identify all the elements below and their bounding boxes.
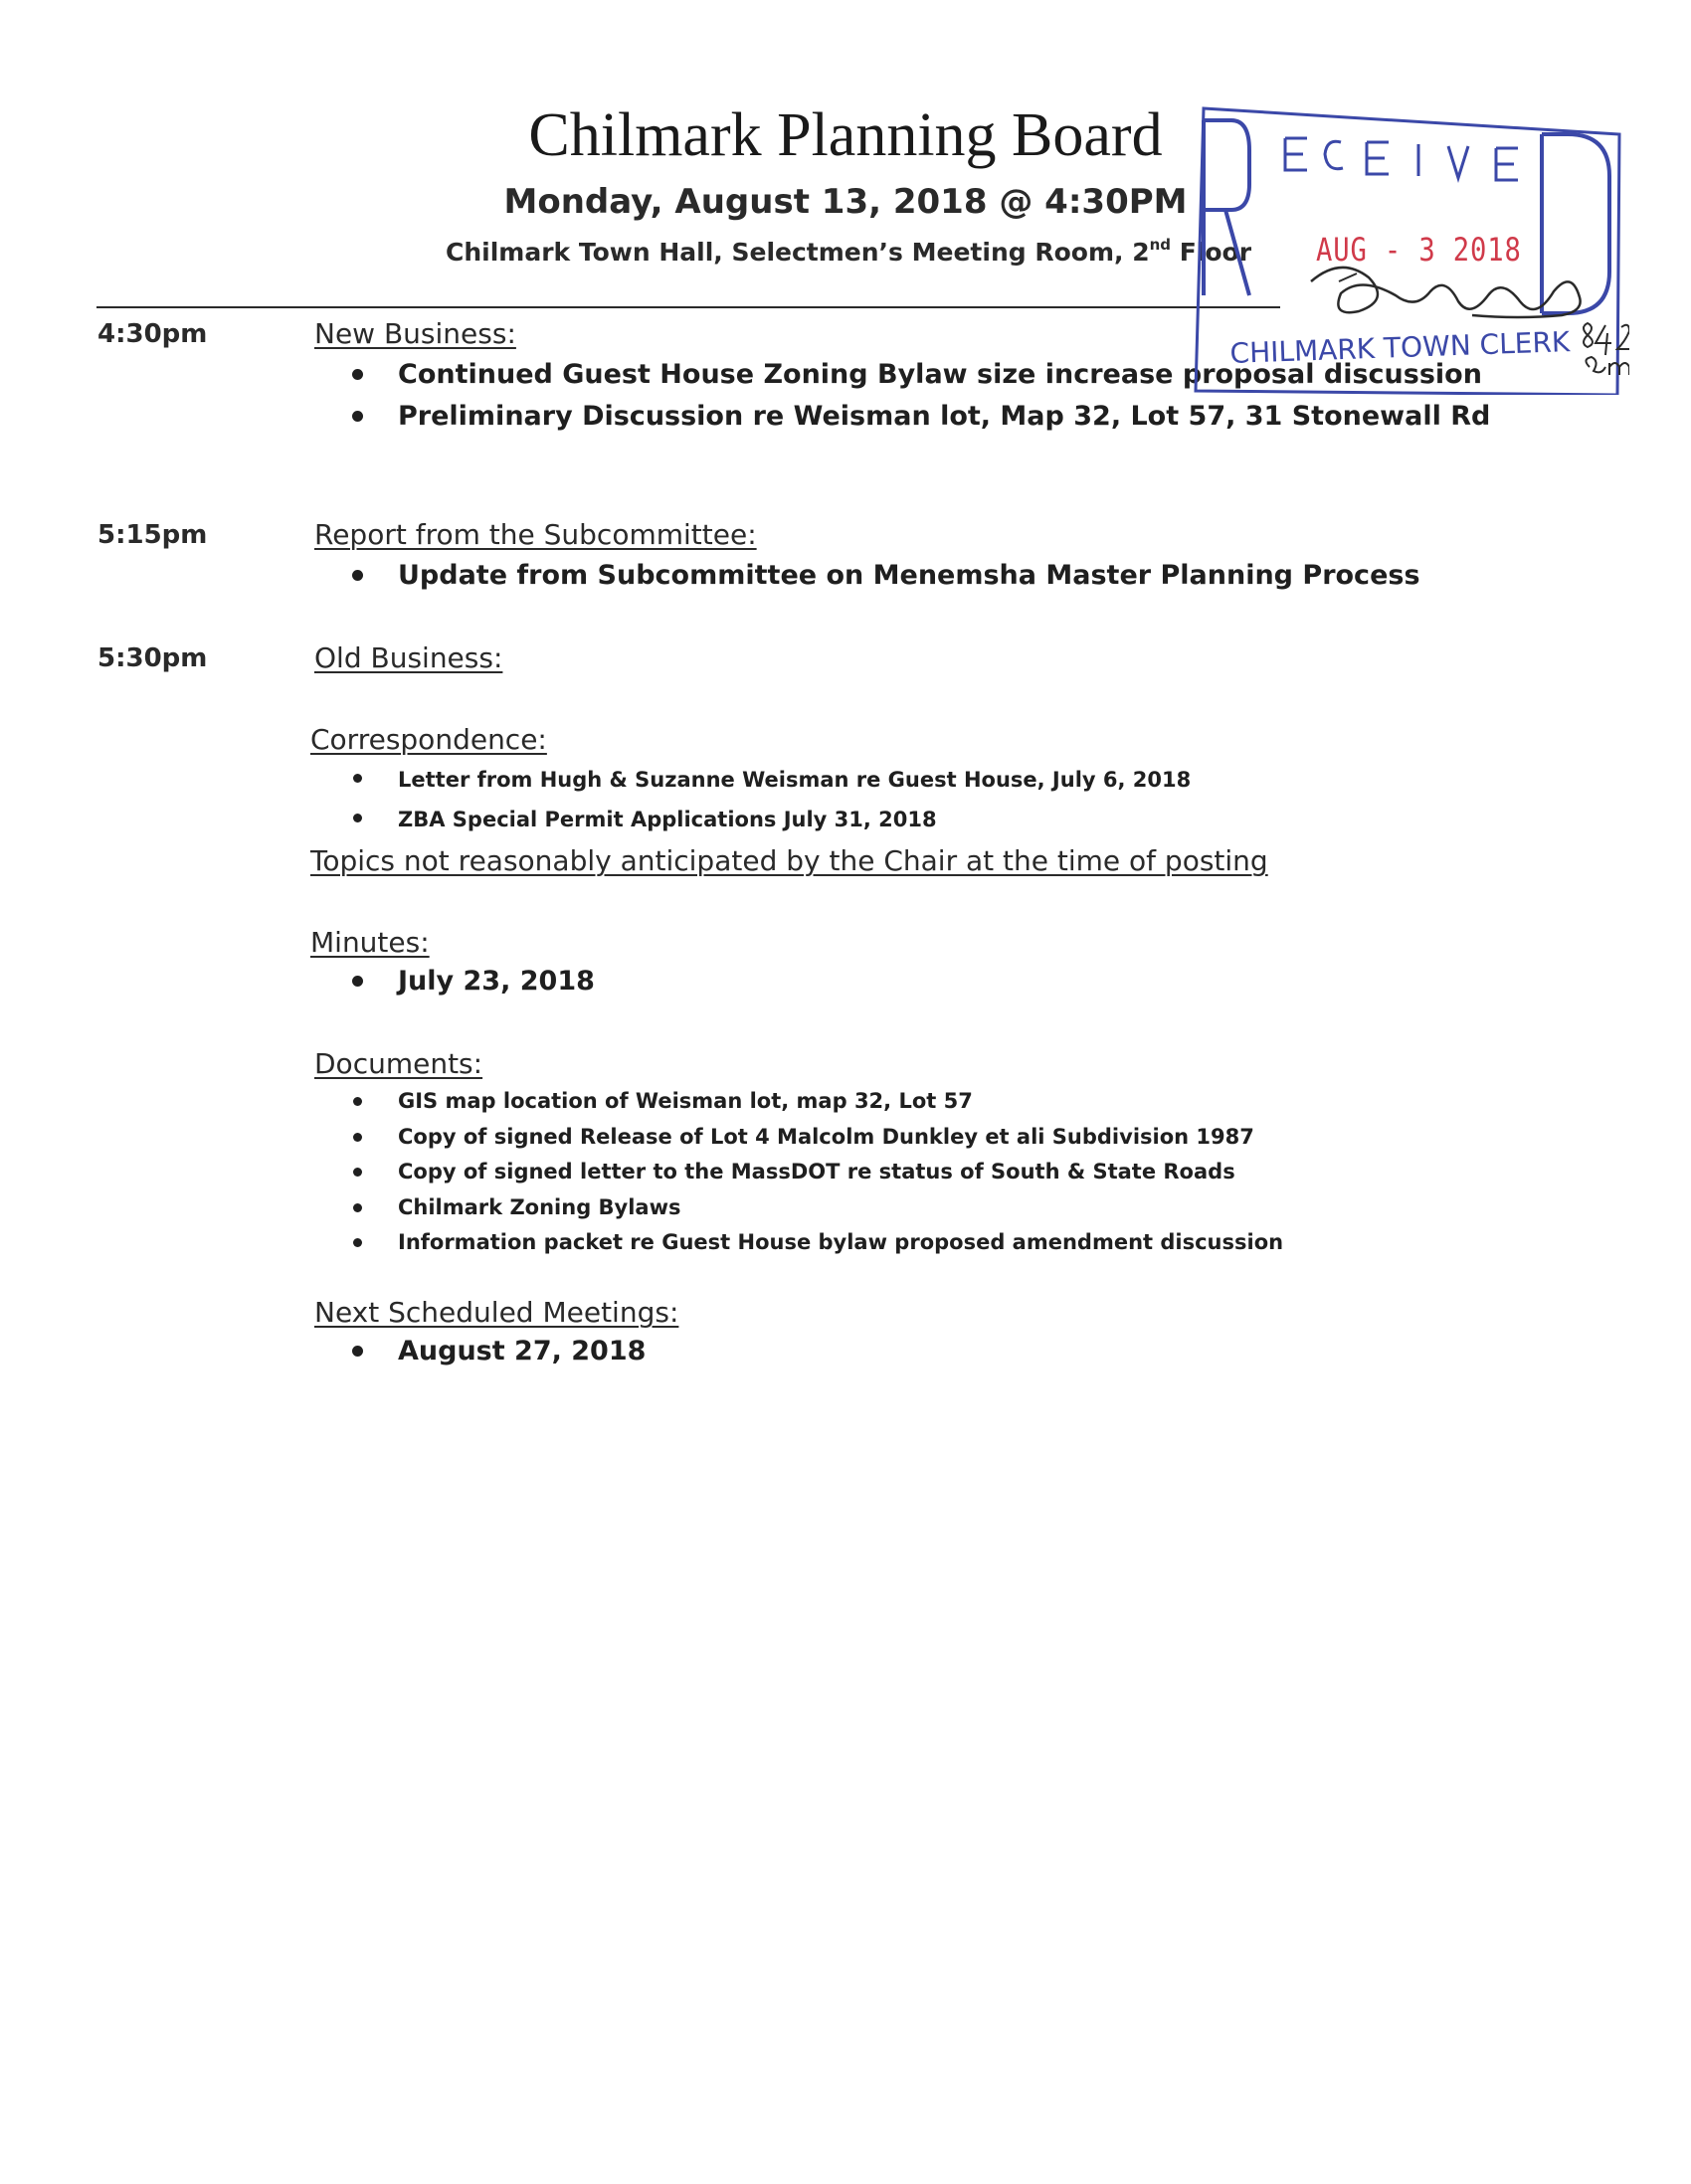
list-item-text: ZBA Special Permit Applications July 31, 2018 <box>398 808 937 831</box>
list-item-text: Information packet re Guest House bylaw proposed amendment discussion <box>398 1230 1284 1254</box>
list-item-text: Continued Guest House Zoning Bylaw size increase proposal discussion <box>398 359 1482 390</box>
list-item-text: Chilmark Zoning Bylaws <box>398 1194 681 1219</box>
list-item <box>348 1155 1283 1190</box>
bullet-icon <box>353 1238 362 1247</box>
bullet-icon <box>352 369 363 380</box>
bullet-icon <box>352 1346 363 1357</box>
bullet-icon <box>352 570 363 581</box>
section-heading: Documents: <box>314 1047 483 1080</box>
section-heading: Report from the Subcommittee: <box>314 518 757 551</box>
bullet-icon <box>353 1203 362 1212</box>
bullet-icon <box>353 774 362 783</box>
list-item <box>348 1084 1283 1120</box>
list-item-text: Letter from Hugh & Suzanne Weisman re Guest House, July 6, 2018 <box>398 768 1192 792</box>
section-heading: Minutes: <box>310 926 430 959</box>
bullet-icon <box>353 1097 362 1106</box>
location-ordinal: nd <box>1149 235 1172 254</box>
section-time: 5:30pm <box>97 643 208 673</box>
location-text: Chilmark Town Hall, Selectmen’s Meeting Room, 2 <box>446 238 1150 267</box>
meeting-datetime: Monday, August 13, 2018 @ 4:30PM <box>503 182 1188 222</box>
section-time: 4:30pm <box>97 319 208 349</box>
header-divider <box>96 306 1280 308</box>
subcommittee-list <box>348 555 1420 597</box>
list-item <box>348 1225 1283 1261</box>
list-item <box>348 762 1191 802</box>
correspondence-list <box>348 762 1191 837</box>
section-heading: New Business: <box>314 317 516 350</box>
documents-list <box>348 1084 1283 1261</box>
list-item-text: GIS map location of Weisman lot, map 32, Lot 57 <box>398 1089 973 1113</box>
bullet-icon <box>352 411 363 422</box>
stamp-clerk: CHILMARK TOWN CLERK <box>1229 325 1571 370</box>
list-item <box>348 961 595 1002</box>
list-item-text: Preliminary Discussion re Weisman lot, Map 32, Lot 57, 31 Stonewall Rd <box>398 401 1491 432</box>
list-item <box>348 802 1191 837</box>
location-floor: Floor <box>1171 238 1252 267</box>
list-item-text: Copy of signed Release of Lot 4 Malcolm Dunkley et ali Subdivision 1987 <box>398 1124 1254 1149</box>
bullet-icon <box>353 814 362 822</box>
bullet-icon <box>352 976 363 987</box>
list-item <box>348 1190 1283 1226</box>
topics-note: Topics not reasonably anticipated by the Chair at the time of posting <box>310 844 1268 877</box>
section-heading: Correspondence: <box>310 723 547 756</box>
meeting-location <box>446 235 1252 271</box>
next-meetings-list <box>348 1331 646 1372</box>
list-item <box>348 1331 646 1372</box>
list-item-text: Copy of signed letter to the MassDOT re status of South & State Roads <box>398 1160 1235 1183</box>
list-item-text: July 23, 2018 <box>398 966 595 997</box>
list-item <box>348 396 1490 438</box>
section-heading: Old Business: <box>314 641 503 674</box>
list-item <box>348 1120 1283 1156</box>
received-stamp <box>1192 106 1629 395</box>
list-item-text: Update from Subcommittee on Menemsha Master Planning Process <box>398 560 1420 591</box>
bullet-icon <box>353 1133 362 1142</box>
section-heading: Next Scheduled Meetings: <box>314 1296 679 1329</box>
list-item <box>348 555 1420 597</box>
minutes-list <box>348 961 595 1002</box>
bullet-icon <box>353 1168 362 1177</box>
list-item-text: August 27, 2018 <box>398 1336 647 1366</box>
stamp-date: AUG - 3 2018 <box>1316 231 1522 269</box>
section-time: 5:15pm <box>97 520 208 550</box>
page-title: Chilmark Planning Board <box>528 101 1163 169</box>
